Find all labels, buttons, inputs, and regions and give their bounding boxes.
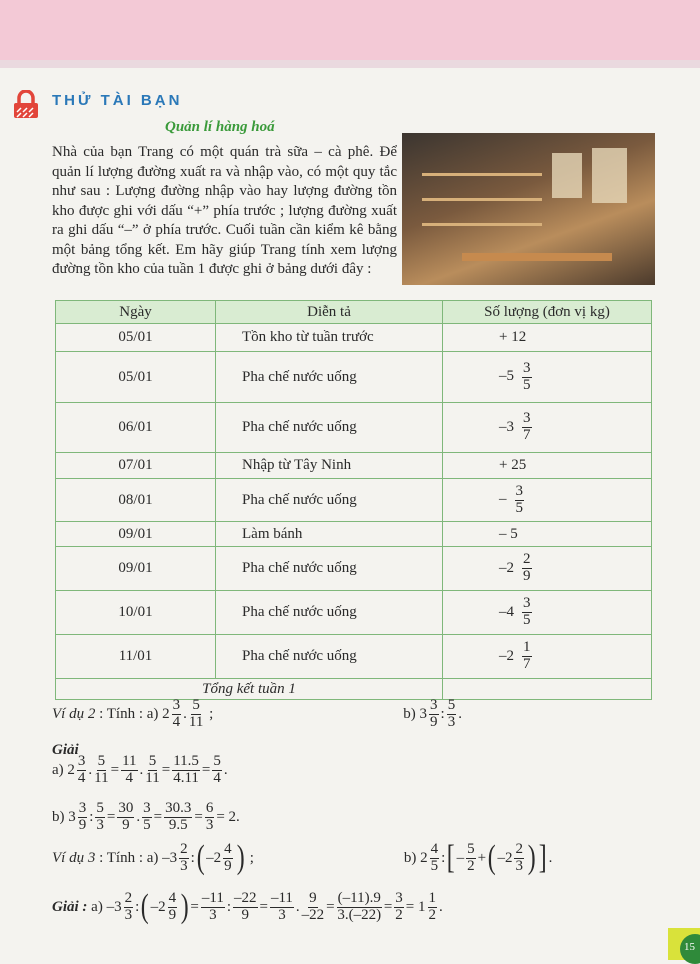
date-cell: 09/01 xyxy=(56,522,216,547)
summary-value-cell xyxy=(443,679,652,700)
fraction: $\frac{5}{3}$ xyxy=(96,800,104,833)
quantity-whole: – 5 xyxy=(499,525,518,542)
fraction: $\frac{30.3}{9.5}$ xyxy=(165,800,192,833)
fraction: $\frac{1}{2}$ xyxy=(428,889,437,923)
math-line: Ví dụ 3 : Tính : a) –3 $\frac{2}{3}$ : ( –2 $\frac{4}{9}$ ) ; b) 2 $\frac{4}{5}$ : [ – $\frac{5}{2}$ + ( –2 $\frac{2}{3}$ ) ] . xyxy=(52,839,553,876)
quantity-cell xyxy=(443,453,652,479)
quantity-whole: + 12 xyxy=(499,329,527,345)
description-cell: Pha chế nước uống xyxy=(216,635,443,679)
fraction: $\frac{1}{7}$ xyxy=(523,639,531,672)
fraction: $\frac{3}{5}$ xyxy=(523,595,531,628)
description-cell: Pha chế nước uống xyxy=(216,547,443,591)
header-quantity: Số lượng (đơn vị kg) xyxy=(443,301,652,324)
fraction: $\frac{9}{-22}$ xyxy=(301,889,325,923)
fraction: $\frac{3}{7}$ xyxy=(523,410,531,443)
fraction: $\frac{3}{5}$ xyxy=(143,800,151,833)
fraction: $\frac{2}{3}$ xyxy=(180,840,188,874)
description-cell: Pha chế nước uống xyxy=(216,479,443,522)
math-line: Ví dụ 2 : Tính : a) 2 $\frac{3}{4}$ . $\frac{5}{11}$ ; b) 3 $\frac{3}{9}$ : $\frac{5}{3}$ . xyxy=(52,697,462,730)
table-row xyxy=(56,352,652,403)
fraction: $\frac{3}{2}$ xyxy=(395,889,403,923)
quantity-whole: –2 xyxy=(499,647,514,664)
fraction: $\frac{4}{5}$ xyxy=(430,840,439,874)
section-title: THỬ TÀI BẠN xyxy=(52,92,183,109)
quantity-cell xyxy=(443,522,652,547)
page-number: 15 xyxy=(680,934,700,964)
fraction: $\frac{5}{3}$ xyxy=(447,697,456,730)
table-row xyxy=(56,453,652,479)
fraction: $\frac{2}{3}$ xyxy=(124,889,133,923)
top-band-shadow xyxy=(0,60,700,68)
date-cell: 05/01 xyxy=(56,352,216,403)
solution-label: Giải xyxy=(52,742,79,758)
date-cell: 07/01 xyxy=(56,453,216,479)
header-description: Diễn tả xyxy=(216,301,443,324)
math-line: b) 3 $\frac{3}{9}$ : $\frac{5}{3}$ = $\frac{30}{9}$ . $\frac{3}{5}$ = $\frac{30.3}{9.5}$ = $\frac{6}{3}$ = 2. xyxy=(52,800,240,833)
date-cell: 11/01 xyxy=(56,635,216,679)
table-row xyxy=(56,547,652,591)
fraction: $\frac{3}{4}$ xyxy=(77,753,86,786)
fraction: $\frac{(-11).9}{3.(-22)}$ xyxy=(337,889,382,923)
quantity-cell xyxy=(443,324,652,352)
table-row xyxy=(56,635,652,679)
table-row xyxy=(56,324,652,352)
cafe-photo xyxy=(402,133,655,285)
fraction: $\frac{2}{3}$ xyxy=(515,840,523,874)
fraction: $\frac{-11}{3}$ xyxy=(201,889,224,923)
fraction: $\frac{5}{4}$ xyxy=(213,753,221,786)
intro-paragraph: Nhà của bạn Trang có một quán trà sữa – cà phê. Để quản lí lượng đường xuất ra và nhập vào, có một quy tắc như sau : Lượng đường nhập vào hay lượng đường tồn kho được ghi với dấu “+” phía trước ; lượng đường xuất ra ghi dấu “–” ở phía trước. Cuối tuần cần kiểm kê bằng một bảng tổng kết. Em hãy giúp Trang tính xem lượng đường tồn kho của tuần 1 được ghi ở bảng dưới đây : xyxy=(52,144,397,277)
fraction: $\frac{-22}{9}$ xyxy=(234,889,257,923)
math-line: Giải : a) –3 $\frac{2}{3}$ : ( –2 $\frac{4}{9}$ ) = $\frac{-11}{3}$ : $\frac{-22}{9}$ = $\frac{-11}{3}$ . $\frac{9}{-22}$ = $\frac{(-11).9}{3.(-22)}$ = $\frac{3}{2}$ = 1 $\frac{1}{2}$ . xyxy=(52,888,443,925)
description-cell: Pha chế nước uống xyxy=(216,352,443,403)
date-cell: 06/01 xyxy=(56,403,216,453)
quantity-whole: –4 xyxy=(499,603,514,620)
fraction: $\frac{3}{9}$ xyxy=(430,697,438,730)
quantity-whole: –3 xyxy=(499,418,514,435)
math-line: a) 2 $\frac{3}{4}$ . $\frac{5}{11}$ = $\frac{11}{4}$ . $\frac{5}{11}$ = $\frac{11.5}{4.11}$ = $\frac{5}{4}$ . xyxy=(52,753,228,786)
fraction: $\frac{2}{9}$ xyxy=(523,551,531,584)
quantity-cell xyxy=(443,591,652,635)
fraction: $\frac{30}{9}$ xyxy=(118,800,134,833)
quantity-whole: –5 xyxy=(499,368,514,385)
quantity-cell xyxy=(443,635,652,679)
table-row xyxy=(56,403,652,453)
table-row xyxy=(56,479,652,522)
table-row xyxy=(56,591,652,635)
lock-icon xyxy=(12,90,40,120)
fraction: $\frac{3}{5}$ xyxy=(523,359,531,393)
quantity-cell xyxy=(443,547,652,591)
fraction: $\frac{3}{9}$ xyxy=(78,800,87,833)
description-cell: Tồn kho từ tuần trước xyxy=(216,324,443,352)
fraction: $\frac{4}{9}$ xyxy=(224,840,232,874)
fraction: $\frac{3}{4}$ xyxy=(172,697,181,730)
quantity-whole: –2 xyxy=(499,559,514,576)
fraction: $\frac{11}{4}$ xyxy=(122,753,137,786)
sugar-inventory-table xyxy=(55,300,652,700)
quantity-whole: – xyxy=(499,491,507,508)
header-date: Ngày xyxy=(56,301,216,324)
fraction: $\frac{3}{5}$ xyxy=(515,482,523,516)
subtitle: Quản lí hàng hoá xyxy=(165,119,275,135)
quantity-cell xyxy=(443,403,652,453)
quantity-cell xyxy=(443,479,652,522)
top-band xyxy=(0,0,700,60)
fraction: $\frac{5}{11}$ xyxy=(188,697,204,730)
description-cell: Nhập từ Tây Ninh xyxy=(216,453,443,479)
description-cell: Làm bánh xyxy=(216,522,443,547)
description-cell: Pha chế nước uống xyxy=(216,403,443,453)
fraction: $\frac{11.5}{4.11}$ xyxy=(173,753,199,786)
date-cell: 09/01 xyxy=(56,547,216,591)
date-cell: 10/01 xyxy=(56,591,216,635)
table-row xyxy=(56,522,652,547)
quantity-whole: + 25 xyxy=(499,457,527,473)
description-cell: Pha chế nước uống xyxy=(216,591,443,635)
summary-label: Tổng kết tuần 1 xyxy=(56,679,443,700)
date-cell: 08/01 xyxy=(56,479,216,522)
fraction: $\frac{4}{9}$ xyxy=(168,889,177,923)
fraction: $\frac{5}{11}$ xyxy=(94,753,109,786)
fraction: $\frac{5}{11}$ xyxy=(145,753,160,786)
quantity-cell xyxy=(443,352,652,403)
fraction: $\frac{5}{2}$ xyxy=(467,840,475,874)
fraction: $\frac{-11}{3}$ xyxy=(270,889,293,923)
fraction: $\frac{6}{3}$ xyxy=(205,800,214,833)
date-cell: 05/01 xyxy=(56,324,216,352)
